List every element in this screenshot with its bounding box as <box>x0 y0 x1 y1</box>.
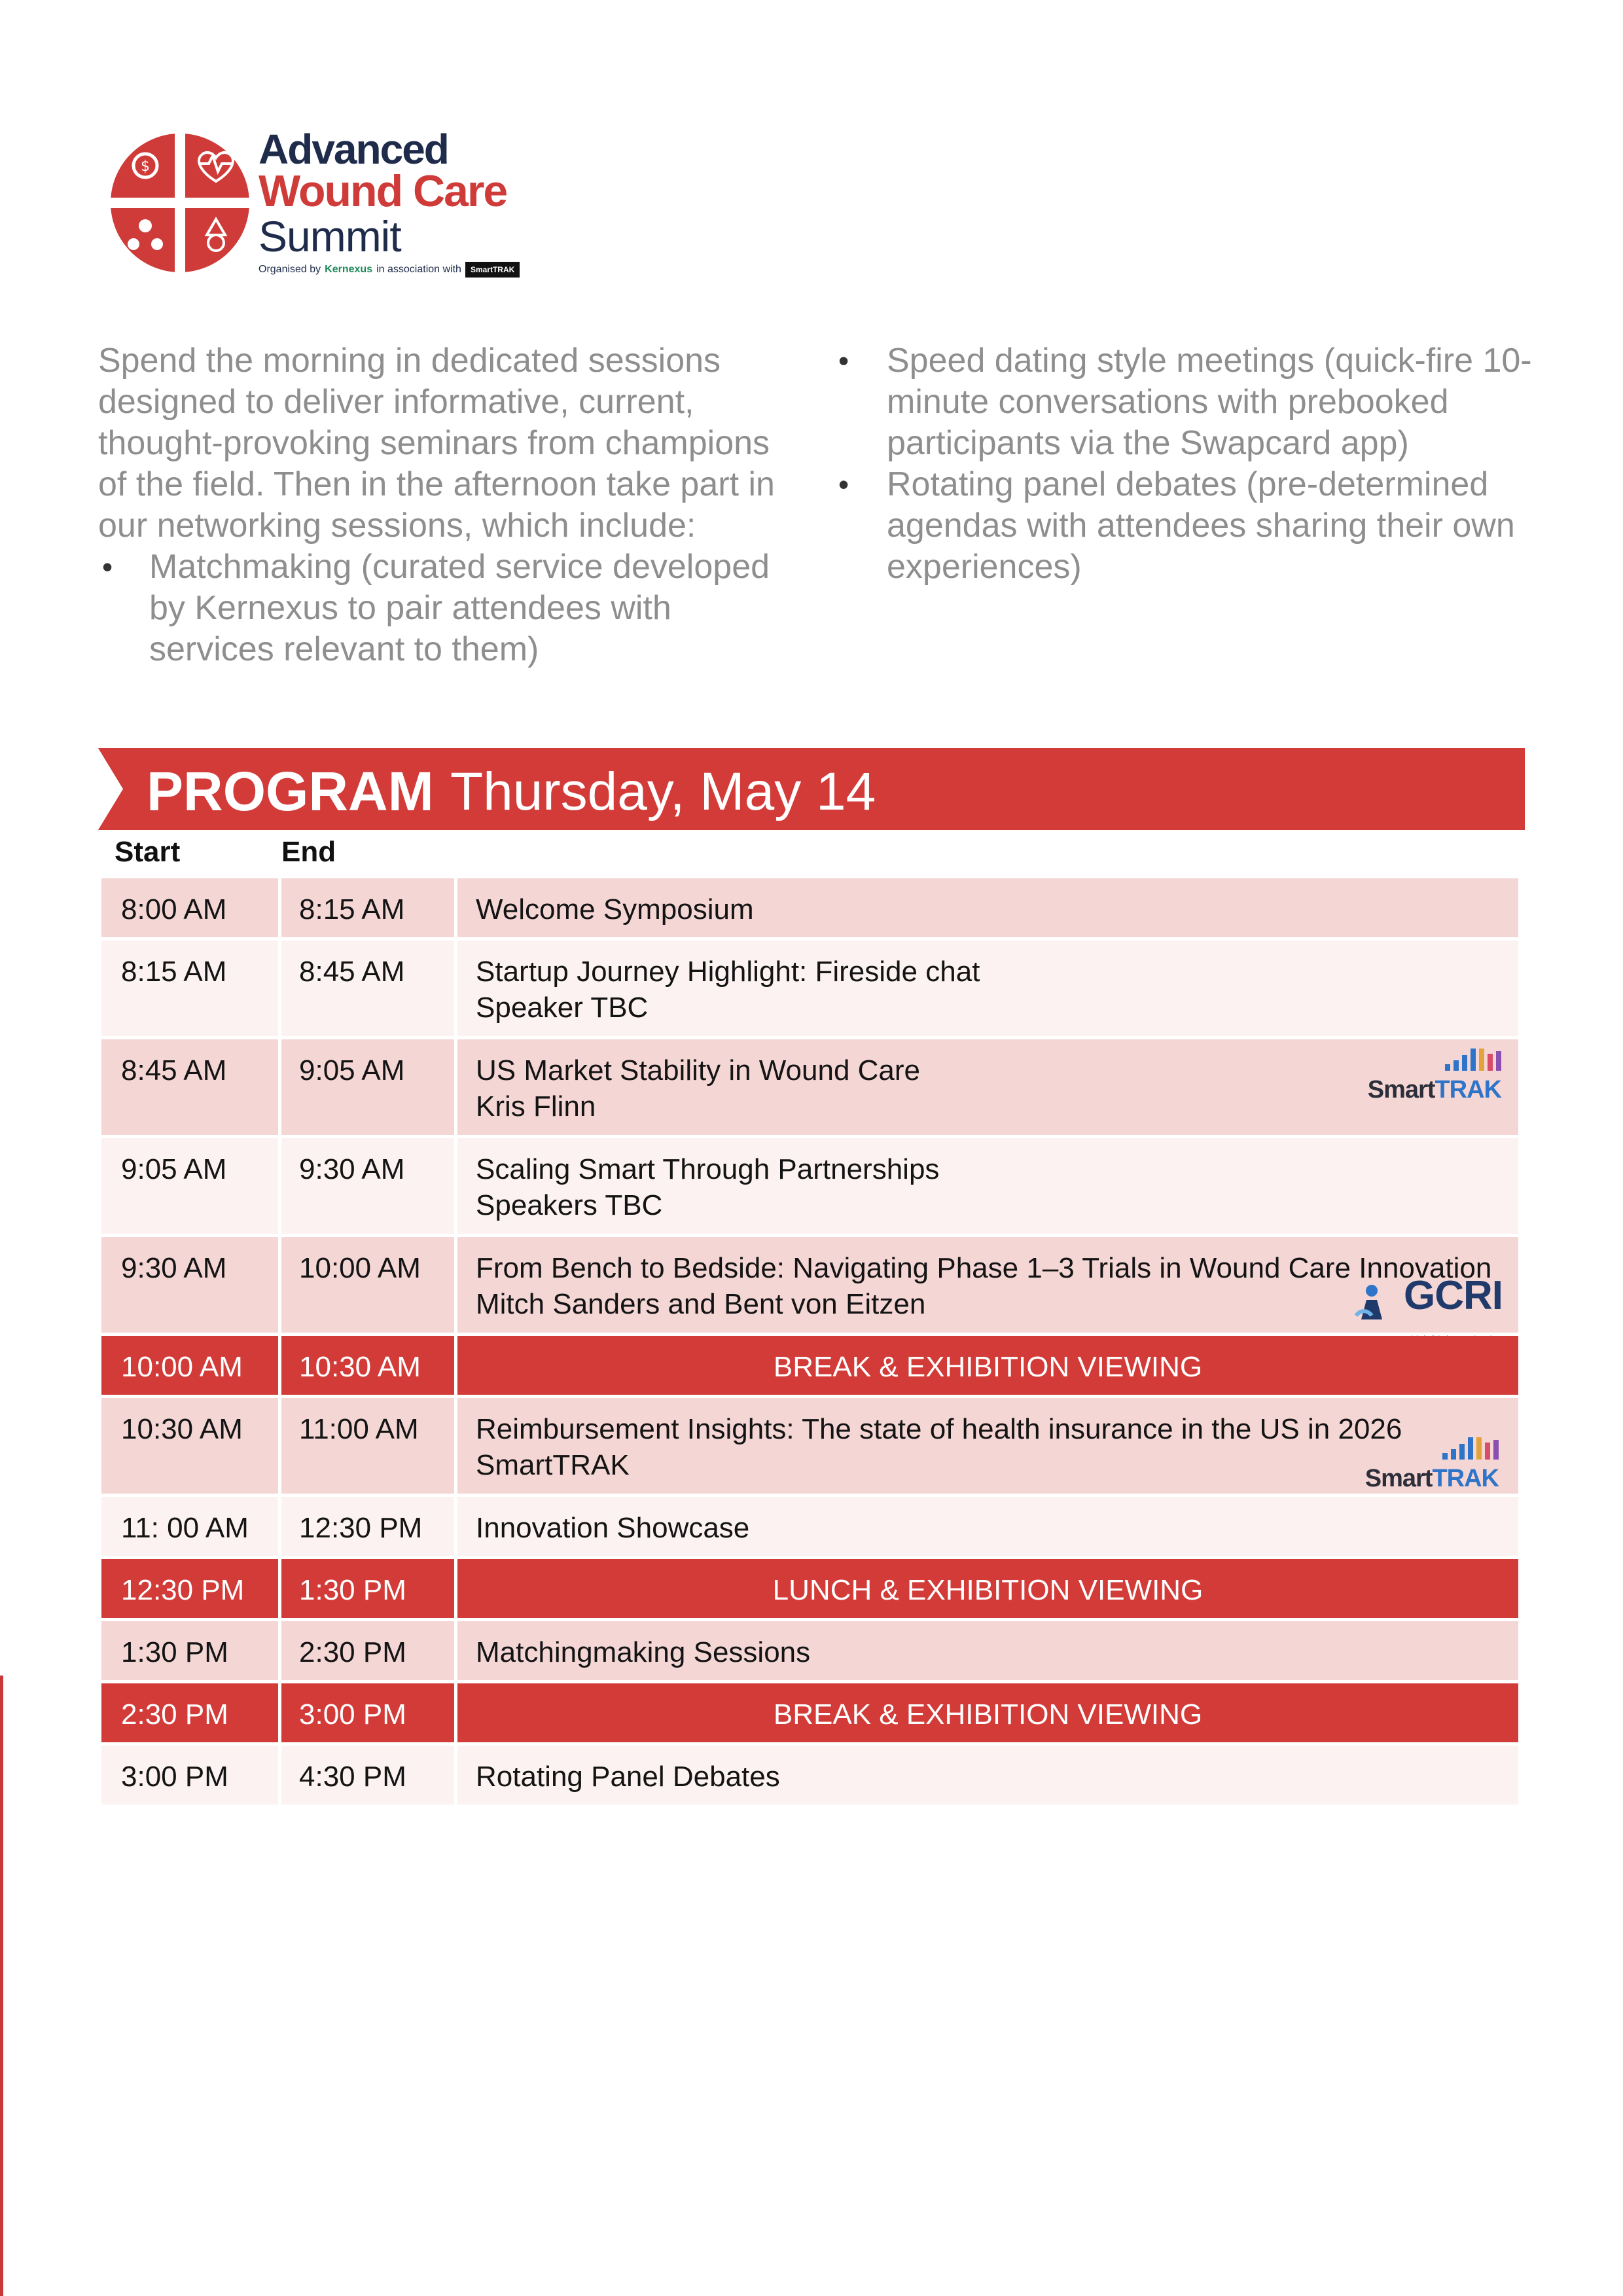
schedule-row <box>101 1398 1518 1494</box>
session-title: Rotating Panel Debates <box>476 1761 780 1793</box>
logo-text-advanced: Advanced <box>259 126 448 173</box>
row-session <box>457 1746 1518 1804</box>
session-title: Matchingmaking Sessions <box>476 1636 811 1668</box>
session-speaker: Speaker TBC <box>476 992 649 1024</box>
smarttrak-bars-icon <box>1445 1047 1501 1071</box>
session-title: Welcome Symposium <box>476 893 754 925</box>
smarttrak-bars-icon <box>1442 1436 1499 1460</box>
schedule-table <box>101 878 1518 1808</box>
intro-right-column <box>834 340 1541 588</box>
schedule-row <box>101 1497 1518 1556</box>
row-session <box>457 941 1518 1036</box>
logo-text-wound-care: Wound Care <box>259 166 507 216</box>
summit-emblem-icon <box>105 128 255 278</box>
program-title: PROGRAM <box>147 761 434 822</box>
schedule-row <box>101 1621 1518 1680</box>
logo-tagline <box>259 262 520 278</box>
schedule-row-break <box>101 1683 1518 1742</box>
bullet-icon: • <box>838 344 849 378</box>
page-edge-line <box>0 1676 3 2296</box>
session-title: Innovation Showcase <box>476 1512 750 1544</box>
schedule-row-break <box>101 1336 1518 1395</box>
bullet-text: Rotating panel debates (pre-determined agendas with attendees sharing their own experiences) <box>887 465 1515 586</box>
schedule-row <box>101 1746 1518 1804</box>
row-start-time: 1:30 PM <box>101 1621 278 1680</box>
row-end-time: 9:05 AM <box>281 1039 454 1135</box>
smarttrak-wordmark: SmartTRAK <box>1367 1076 1501 1103</box>
tagline-partner: SmartTRAK <box>465 262 520 278</box>
session-speaker: Kris Flinn <box>476 1090 596 1122</box>
gcri-logo <box>1352 1273 1503 1330</box>
row-end-time: 10:00 AM <box>281 1237 454 1333</box>
schedule-row <box>101 1039 1518 1135</box>
row-session: LUNCH & EXHIBITION VIEWING <box>457 1559 1518 1618</box>
smarttrak-logo <box>1364 1047 1501 1103</box>
row-session <box>457 1621 1518 1680</box>
row-session <box>457 1039 1518 1135</box>
session-title: Startup Journey Highlight: Fireside chat <box>476 956 980 988</box>
session-speaker: Mitch Sanders and Bent von Eitzen <box>476 1288 926 1320</box>
row-start-time: 9:05 AM <box>101 1138 278 1234</box>
row-end-time: 11:00 AM <box>281 1398 454 1494</box>
session-title: Reimbursement Insights: The state of health insurance in the US in 2026 <box>476 1413 1402 1445</box>
bullet-text: Matchmaking (curated service developed by Kernexus to pair attendees with services relevant to them) <box>149 548 770 668</box>
schedule-row <box>101 1138 1518 1234</box>
column-header-start: Start <box>115 836 181 868</box>
intro-bullet-matchmaking <box>98 547 792 670</box>
intro-paragraph: Spend the morning in dedicated sessions designed to deliver informative, current, thought-provoking seminars from champions of the field. Then in the afternoon take part in our networking sessions, which include: <box>98 342 775 545</box>
intro-bullet-speed-dating <box>834 340 1541 464</box>
svg-text:$: $ <box>141 158 150 175</box>
row-start-time: 12:30 PM <box>101 1559 278 1618</box>
tagline-association: in association with <box>376 264 461 275</box>
gcri-wordmark: GCRI <box>1404 1273 1503 1318</box>
row-session <box>457 1497 1518 1556</box>
bullet-icon: • <box>838 467 849 501</box>
row-session <box>457 1138 1518 1234</box>
session-speaker: Speakers TBC <box>476 1189 663 1221</box>
intro-list-left <box>98 547 792 670</box>
tagline-organised-by: Organised by <box>259 264 321 275</box>
row-start-time: 8:00 AM <box>101 878 278 937</box>
row-start-time: 3:00 PM <box>101 1746 278 1804</box>
session-title: Scaling Smart Through Partnerships <box>476 1153 940 1185</box>
summit-logo <box>105 128 563 285</box>
row-start-time: 10:30 AM <box>101 1398 278 1494</box>
tagline-organiser: Kernexus <box>325 264 373 275</box>
bullet-text: Speed dating style meetings (quick-fire 10-minute conversations with prebooked participants via the Swapcard app) <box>887 342 1532 462</box>
row-start-time: 2:30 PM <box>101 1683 278 1742</box>
row-start-time: 8:45 AM <box>101 1039 278 1135</box>
row-end-time: 1:30 PM <box>281 1559 454 1618</box>
intro-bullet-panel-debates <box>834 464 1541 588</box>
row-session <box>457 878 1518 937</box>
row-end-time: 12:30 PM <box>281 1497 454 1556</box>
intro-left-column <box>98 340 792 670</box>
row-session <box>457 1398 1518 1494</box>
bullet-icon: • <box>102 550 113 584</box>
row-end-time: 9:30 AM <box>281 1138 454 1234</box>
schedule-row <box>101 878 1518 937</box>
schedule-row <box>101 941 1518 1036</box>
row-start-time: 9:30 AM <box>101 1237 278 1333</box>
logo-text-summit: Summit <box>259 212 401 260</box>
smarttrak-wordmark: SmartTRAK <box>1364 1465 1499 1492</box>
session-title: US Market Stability in Wound Care <box>476 1054 921 1086</box>
row-end-time: 3:00 PM <box>281 1683 454 1742</box>
program-date: Thursday, May 14 <box>450 762 876 821</box>
row-end-time: 2:30 PM <box>281 1621 454 1680</box>
schedule-row <box>101 1237 1518 1333</box>
program-banner <box>98 748 1525 830</box>
smarttrak-logo <box>1355 1436 1499 1492</box>
row-start-time: 11: 00 AM <box>101 1497 278 1556</box>
row-session: BREAK & EXHIBITION VIEWING <box>457 1683 1518 1742</box>
column-header-end: End <box>281 836 336 868</box>
gcri-person-icon <box>1352 1283 1391 1322</box>
row-session: BREAK & EXHIBITION VIEWING <box>457 1336 1518 1395</box>
row-start-time: 10:00 AM <box>101 1336 278 1395</box>
session-speaker: SmartTRAK <box>476 1449 630 1481</box>
row-session <box>457 1237 1518 1333</box>
schedule-row-lunch <box>101 1559 1518 1618</box>
row-end-time: 8:15 AM <box>281 878 454 937</box>
intro-list-right <box>834 340 1541 588</box>
row-end-time: 4:30 PM <box>281 1746 454 1804</box>
row-end-time: 10:30 AM <box>281 1336 454 1395</box>
row-end-time: 8:45 AM <box>281 941 454 1036</box>
session-title: From Bench to Bedside: Navigating Phase 1–3 Trials in Wound Care Innovation <box>476 1252 1492 1284</box>
row-start-time: 8:15 AM <box>101 941 278 1036</box>
